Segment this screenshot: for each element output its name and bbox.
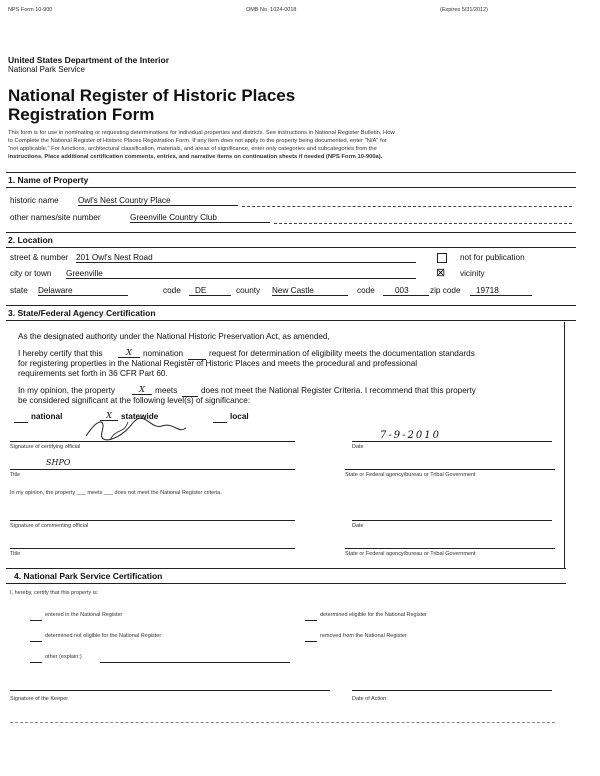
intro-line-1: This form is for use in nominating or requesting determinations for individual properties and districts. See instructions in National Register Bulletin, How bbox=[8, 130, 395, 136]
signature-label: Signature of certifying official bbox=[10, 444, 81, 450]
section-3-heading: 3. State/Federal Agency Certification bbox=[8, 308, 156, 318]
county-code-label: code bbox=[357, 286, 375, 295]
title-value: SHPO bbox=[46, 458, 71, 467]
date-line bbox=[352, 441, 552, 442]
cert-p5-b: meets bbox=[155, 386, 178, 395]
other-names-field[interactable]: Greenville Country Club bbox=[130, 213, 270, 223]
opinion-text: In my opinion, the property ___ meets ___ does not meet the National Register criteria. bbox=[10, 490, 222, 496]
eligible-blank[interactable] bbox=[305, 612, 317, 621]
form-title-line1: National Register of Historic Places bbox=[8, 86, 296, 105]
entered-blank[interactable] bbox=[30, 612, 42, 621]
national-label: national bbox=[31, 412, 63, 421]
divider bbox=[6, 320, 576, 321]
not-for-publication-checkbox[interactable] bbox=[437, 253, 447, 263]
statewide-mark[interactable]: X bbox=[100, 410, 118, 421]
cert-para-6: be considered significant at the following level(s) of significance: bbox=[18, 396, 251, 405]
meets-mark[interactable]: X bbox=[132, 384, 152, 395]
intro-line-3: "not applicable." For functions, architectural classification, materials, and areas of significance, enter only categories and subcategories from the bbox=[8, 146, 377, 152]
action-date-line bbox=[352, 690, 552, 691]
street-label: street & number bbox=[10, 253, 69, 262]
field-line bbox=[274, 223, 572, 224]
signature2-line bbox=[10, 520, 295, 521]
other-explain-line bbox=[100, 662, 290, 663]
not-for-publication-label: not for publication bbox=[460, 253, 525, 262]
historic-name-field[interactable]: Owl's Nest Country Place bbox=[78, 196, 238, 206]
agency-line bbox=[345, 469, 555, 470]
form-number: NPS Form 10-900 bbox=[8, 7, 53, 13]
nps-certify-text: I, hereby, certify that this property is: bbox=[10, 590, 99, 596]
field-line bbox=[242, 206, 572, 207]
zip-label: zip code bbox=[430, 286, 461, 295]
expiration: (Expires 5/31/2012) bbox=[440, 7, 488, 13]
local-label: local bbox=[230, 412, 249, 421]
divider bbox=[6, 305, 576, 306]
form-title-line2: Registration Form bbox=[8, 105, 155, 124]
intro-line-4: instructions. Place additional certification comments, entries, and narrative items on continuation sheets if needed (NPS Form 10-900a). bbox=[8, 154, 383, 160]
divider bbox=[6, 568, 566, 569]
county-code-field[interactable]: 003 bbox=[383, 286, 429, 296]
cert-p2-c: request for determination of eligibility meets the documentation standards bbox=[209, 349, 475, 358]
zip-field[interactable]: 19718 bbox=[470, 286, 532, 296]
title2-label: Title bbox=[10, 551, 21, 557]
county-field[interactable]: New Castle bbox=[272, 286, 348, 296]
title2-line bbox=[10, 548, 295, 549]
omb-number: OMB No. 1024-0018 bbox=[246, 7, 297, 13]
date-label: Date bbox=[352, 444, 364, 450]
department: United States Department of the Interior bbox=[8, 55, 170, 65]
other-option: other (explain:) bbox=[45, 654, 82, 660]
cert-para-3: for registering properties in the National Register of Historic Places and meets the procedural and professional bbox=[18, 359, 418, 368]
intro-line-2: to Complete the National Register of Historic Places Registration Form. If any item does not apply to the property being documented, enter "N/A" for bbox=[8, 138, 387, 144]
section-1-heading: 1. Name of Property bbox=[8, 175, 89, 185]
cert-para-1: As the designated authority under the National Historic Preservation Act, as amended, bbox=[18, 332, 330, 341]
cert-para-4: requirements set forth in 36 CFR Part 60. bbox=[18, 369, 168, 378]
entered-option: entered in the National Register bbox=[45, 612, 123, 618]
section-2-heading: 2. Location bbox=[8, 235, 53, 245]
not-eligible-blank[interactable] bbox=[30, 633, 42, 642]
state-code-field[interactable]: DE bbox=[189, 286, 231, 296]
other-blank[interactable] bbox=[30, 654, 42, 663]
box-edge bbox=[564, 322, 565, 568]
cert-p2-b: nomination bbox=[143, 349, 184, 358]
vicinity-label: vicinity bbox=[460, 269, 485, 278]
nomination-mark[interactable]: X bbox=[118, 347, 140, 358]
service: National Park Service bbox=[8, 65, 85, 74]
removed-option: removed from the National Register bbox=[320, 633, 407, 639]
state-label: state bbox=[10, 286, 28, 295]
city-label: city or town bbox=[10, 269, 52, 278]
keeper-signature-line bbox=[10, 690, 330, 691]
cert-p2-a: I hereby certify that this bbox=[18, 349, 103, 358]
statewide-label: statewide bbox=[121, 412, 159, 421]
divider bbox=[6, 232, 576, 233]
divider bbox=[6, 187, 576, 188]
removed-blank[interactable] bbox=[305, 633, 317, 642]
vicinity-checkbox[interactable]: ⊠ bbox=[436, 267, 446, 279]
action-date-label: Date of Action bbox=[352, 696, 387, 702]
title-line bbox=[10, 469, 295, 470]
state-field[interactable]: Delaware bbox=[38, 286, 128, 296]
section-4-heading: 4. National Park Service Certification bbox=[14, 571, 163, 581]
state-code-label: code bbox=[163, 286, 181, 295]
divider bbox=[6, 583, 566, 584]
eligible-option: determined eligible for the National Register bbox=[320, 612, 428, 618]
divider bbox=[6, 247, 576, 248]
keeper-signature-label: Signature of the Keeper bbox=[10, 696, 69, 702]
bottom-line bbox=[10, 722, 555, 723]
agency2-line bbox=[345, 548, 555, 549]
county-label: county bbox=[236, 286, 261, 295]
cert-p5-a: In my opinion, the property bbox=[18, 386, 115, 395]
national-blank[interactable] bbox=[14, 412, 28, 423]
local-blank[interactable] bbox=[213, 412, 227, 423]
other-names-label: other names/site number bbox=[10, 213, 101, 222]
not-eligible-option: determined not eligible for the National Register bbox=[45, 633, 162, 639]
date2-line bbox=[352, 520, 552, 521]
agency-label: State or Federal agency/bureau or Tribal Government bbox=[345, 472, 476, 478]
city-field[interactable]: Greenville bbox=[66, 269, 416, 279]
date-value: 7-9-2010 bbox=[380, 430, 441, 441]
historic-name-label: historic name bbox=[10, 196, 59, 205]
agency2-label: State or Federal agency/bureau or Tribal Government bbox=[345, 551, 476, 557]
signature2-label: Signature of commenting official bbox=[10, 523, 89, 529]
signature-image bbox=[80, 414, 190, 444]
date2-label: Date bbox=[352, 523, 364, 529]
title-label: Title bbox=[10, 472, 21, 478]
cert-p5-c: does not meet the National Register Criteria. I recommend that this property bbox=[201, 386, 476, 395]
signature-line bbox=[10, 441, 295, 442]
divider bbox=[6, 172, 576, 173]
street-field[interactable]: 201 Owl's Nest Road bbox=[76, 253, 416, 263]
